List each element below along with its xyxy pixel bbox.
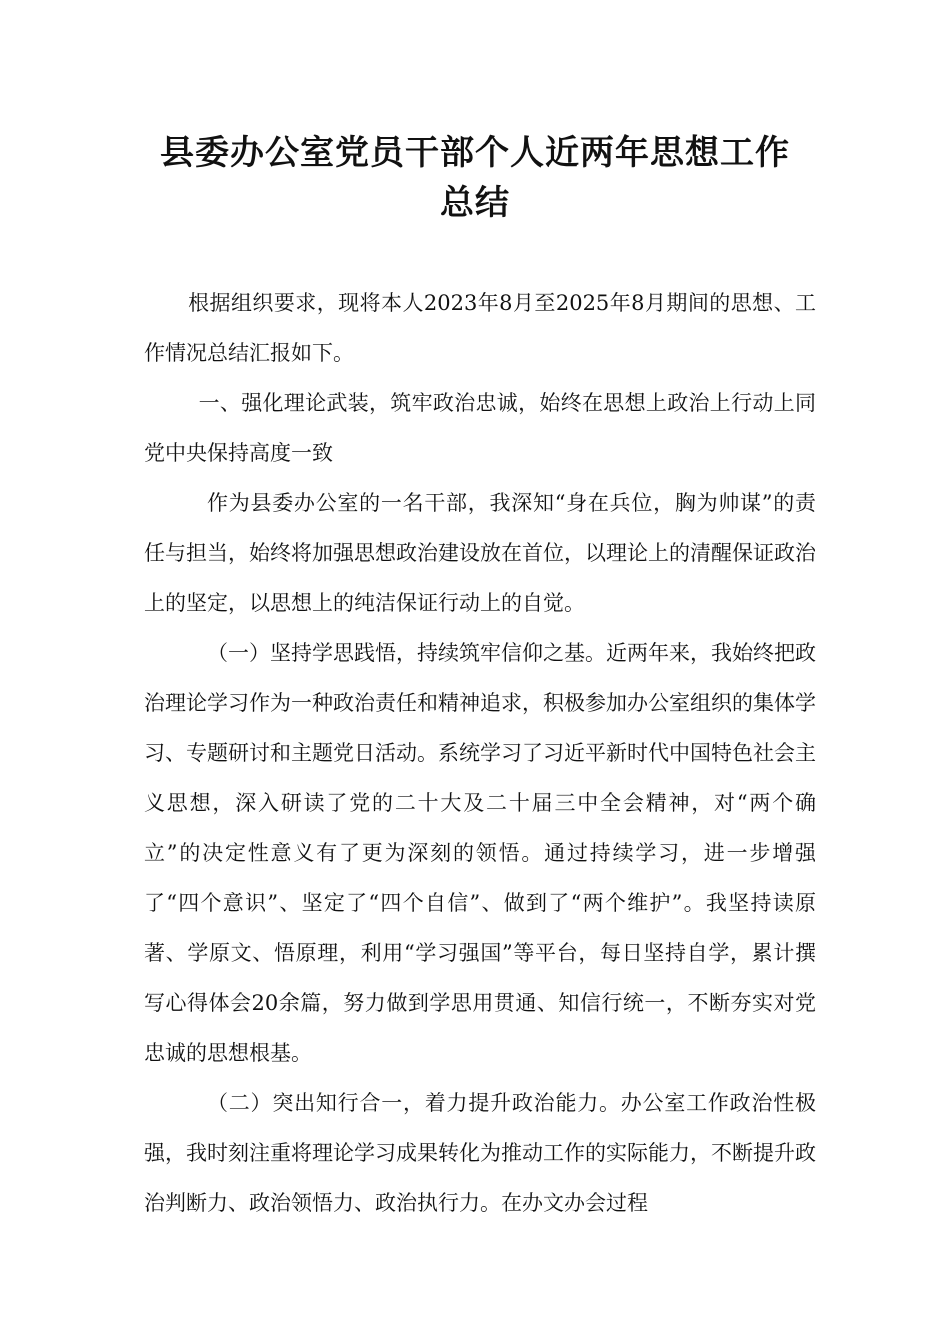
title-line-1: 县委办公室党员干部个人近两年思想工作 bbox=[160, 133, 790, 173]
document-title bbox=[120, 128, 830, 228]
intro-paragraph: 根据组织要求，现将本人2023年8月至2025年8月期间的思想、工作情况总结汇报如下。 bbox=[144, 291, 816, 365]
subsection-paragraph-1: （一）坚持学思践悟，持续筑牢信仰之基。近两年来，我始终把政治理论学习作为一种政治责任和精神追求，积极参加办公室组织的集体学习、专题研讨和主题党日活动。系统学习了习近平新时代中国特色社会主义思想，深入研读了党的二十大及二十届三中全会精神，对“两个确立”的决定性意义有了更为深刻的领悟。通过持续学习，进一步增强了“四个意识”、坚定了“四个自信”、做到了“两个维护”。我坚持读原著、学原文、悟原理，利用“学习强国”等平台，每日坚持自学，累计撰写心得体会20余篇，努力做到学思用贯通、知信行统一，不断夯实对党忠诚的思想根基。 bbox=[144, 641, 816, 1065]
subsection-paragraph-2: （二）突出知行合一，着力提升政治能力。办公室工作政治性极强，我时刻注重将理论学习成果转化为推动工作的实际能力，不断提升政治判断力、政治领悟力、政治执行力。在办文办会过程 bbox=[144, 1091, 816, 1215]
body-paragraph-1: 作为县委办公室的一名干部，我深知“身在兵位，胸为帅谋”的责任与担当，始终将加强思想政治建设放在首位，以理论上的清醒保证政治上的坚定，以思想上的纯洁保证行动上的自觉。 bbox=[144, 491, 816, 615]
title-line-2: 总结 bbox=[440, 183, 510, 223]
section-heading-1: 一、强化理论武装，筑牢政治忠诚，始终在思想上政治上行动上同党中央保持高度一致 bbox=[144, 391, 816, 465]
document-body bbox=[144, 278, 816, 1228]
